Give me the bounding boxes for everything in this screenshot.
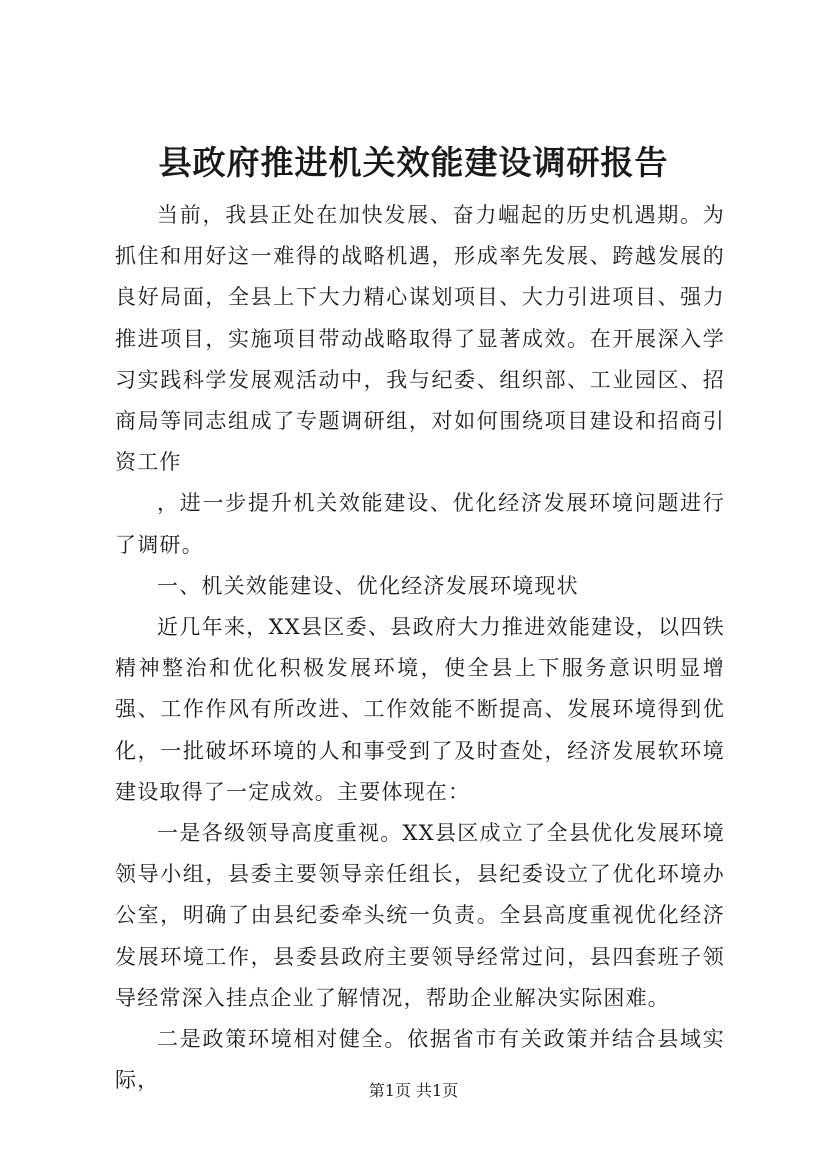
document-title: 县政府推进机关效能建设调研报告 [158, 143, 669, 182]
paragraph-intro-continued: ，进一步提升机关效能建设、优化经济发展环境问题进行了调研。 [115, 491, 725, 557]
paragraph-status: 近几年来，XX县区委、县政府大力推进效能建设，以四铁精神整治和优化积极发展环境，使全县上下服务意识明显增强、工作作风有所改进、工作效能不断提高、发展环境得到优化，一批破坏环境的人和事受到了及时查处，经济发展软环境建设取得了一定成效。主要体现在： [115, 615, 725, 804]
paragraph-point-1: 一是各级领导高度重视。XX县区成立了全县优化发展环境领导小组，县委主要领导亲任组长，县纪委设立了优化环境办公室，明确了由县纪委牵头统一负责。全县高度重视优化经济发展环境工作，县委县政府主要领导经常过问，县四套班子领导经常深入挂点企业了解情况，帮助企业解决实际困难。 [115, 821, 725, 1010]
section-heading-1: 一、机关效能建设、优化经济发展环境现状 [157, 573, 579, 598]
page-number-footer: 第1页 共1页 [368, 1081, 459, 1100]
paragraph-intro: 当前，我县正处在加快发展、奋力崛起的历史机遇期。为抓住和用好这一难得的战略机遇，形成率先发展、跨越发展的良好局面，全县上下大力精心谋划项目、大力引进项目、强力推进项目，实施项目带动战略取得了显著成效。在开展深入学习实践科学发展观活动中，我与纪委、组织部、工业园区、招商局等同志组成了专题调研组，对如何围绕项目建设和招商引资工作 [115, 203, 725, 475]
document-body [115, 195, 725, 1101]
paragraph-point-2: 二是政策环境相对健全。依据省市有关政策并结合县域实际， [115, 1027, 725, 1093]
